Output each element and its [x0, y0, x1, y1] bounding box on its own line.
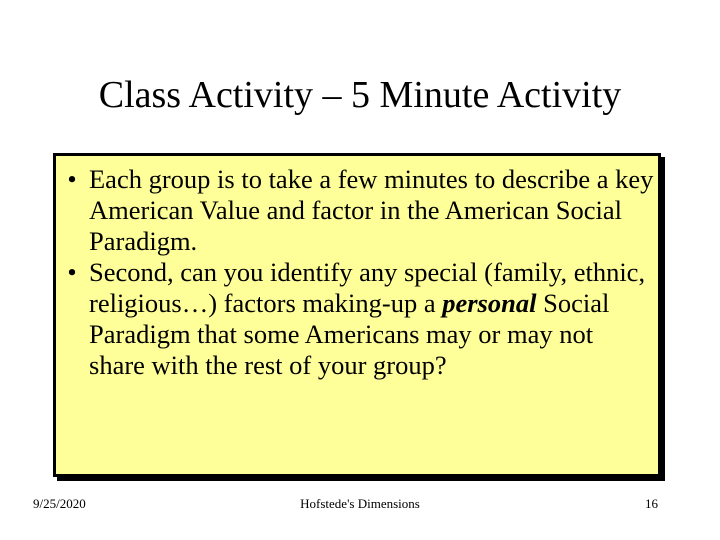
- bullet-marker: •: [67, 164, 77, 194]
- bullet-text: Each group is to take a few minutes to describe a key American Value and factor in the American Social Paradigm.: [89, 164, 654, 256]
- bullet-marker: •: [67, 257, 77, 287]
- bullet-text-before: Second, can you identify any special (family, ethnic, religious…) factors making-up a: [89, 257, 646, 318]
- footer-date: 9/25/2020: [33, 496, 86, 511]
- content-box: [53, 153, 661, 477]
- bullet-emphasis: personal: [442, 288, 537, 318]
- footer-title: Hofstede's Dimensions: [300, 496, 420, 511]
- bullet-item-2: [56, 257, 658, 381]
- footer-page-number: 16: [645, 496, 658, 511]
- bullet-list: [56, 156, 658, 381]
- bullet-text-after: Social Paradigm that some Americans may or may not share with the rest of your group?: [89, 288, 610, 380]
- bullet-item-1: [56, 164, 658, 257]
- slide-title: Class Activity – 5 Minute Activity: [98, 74, 622, 116]
